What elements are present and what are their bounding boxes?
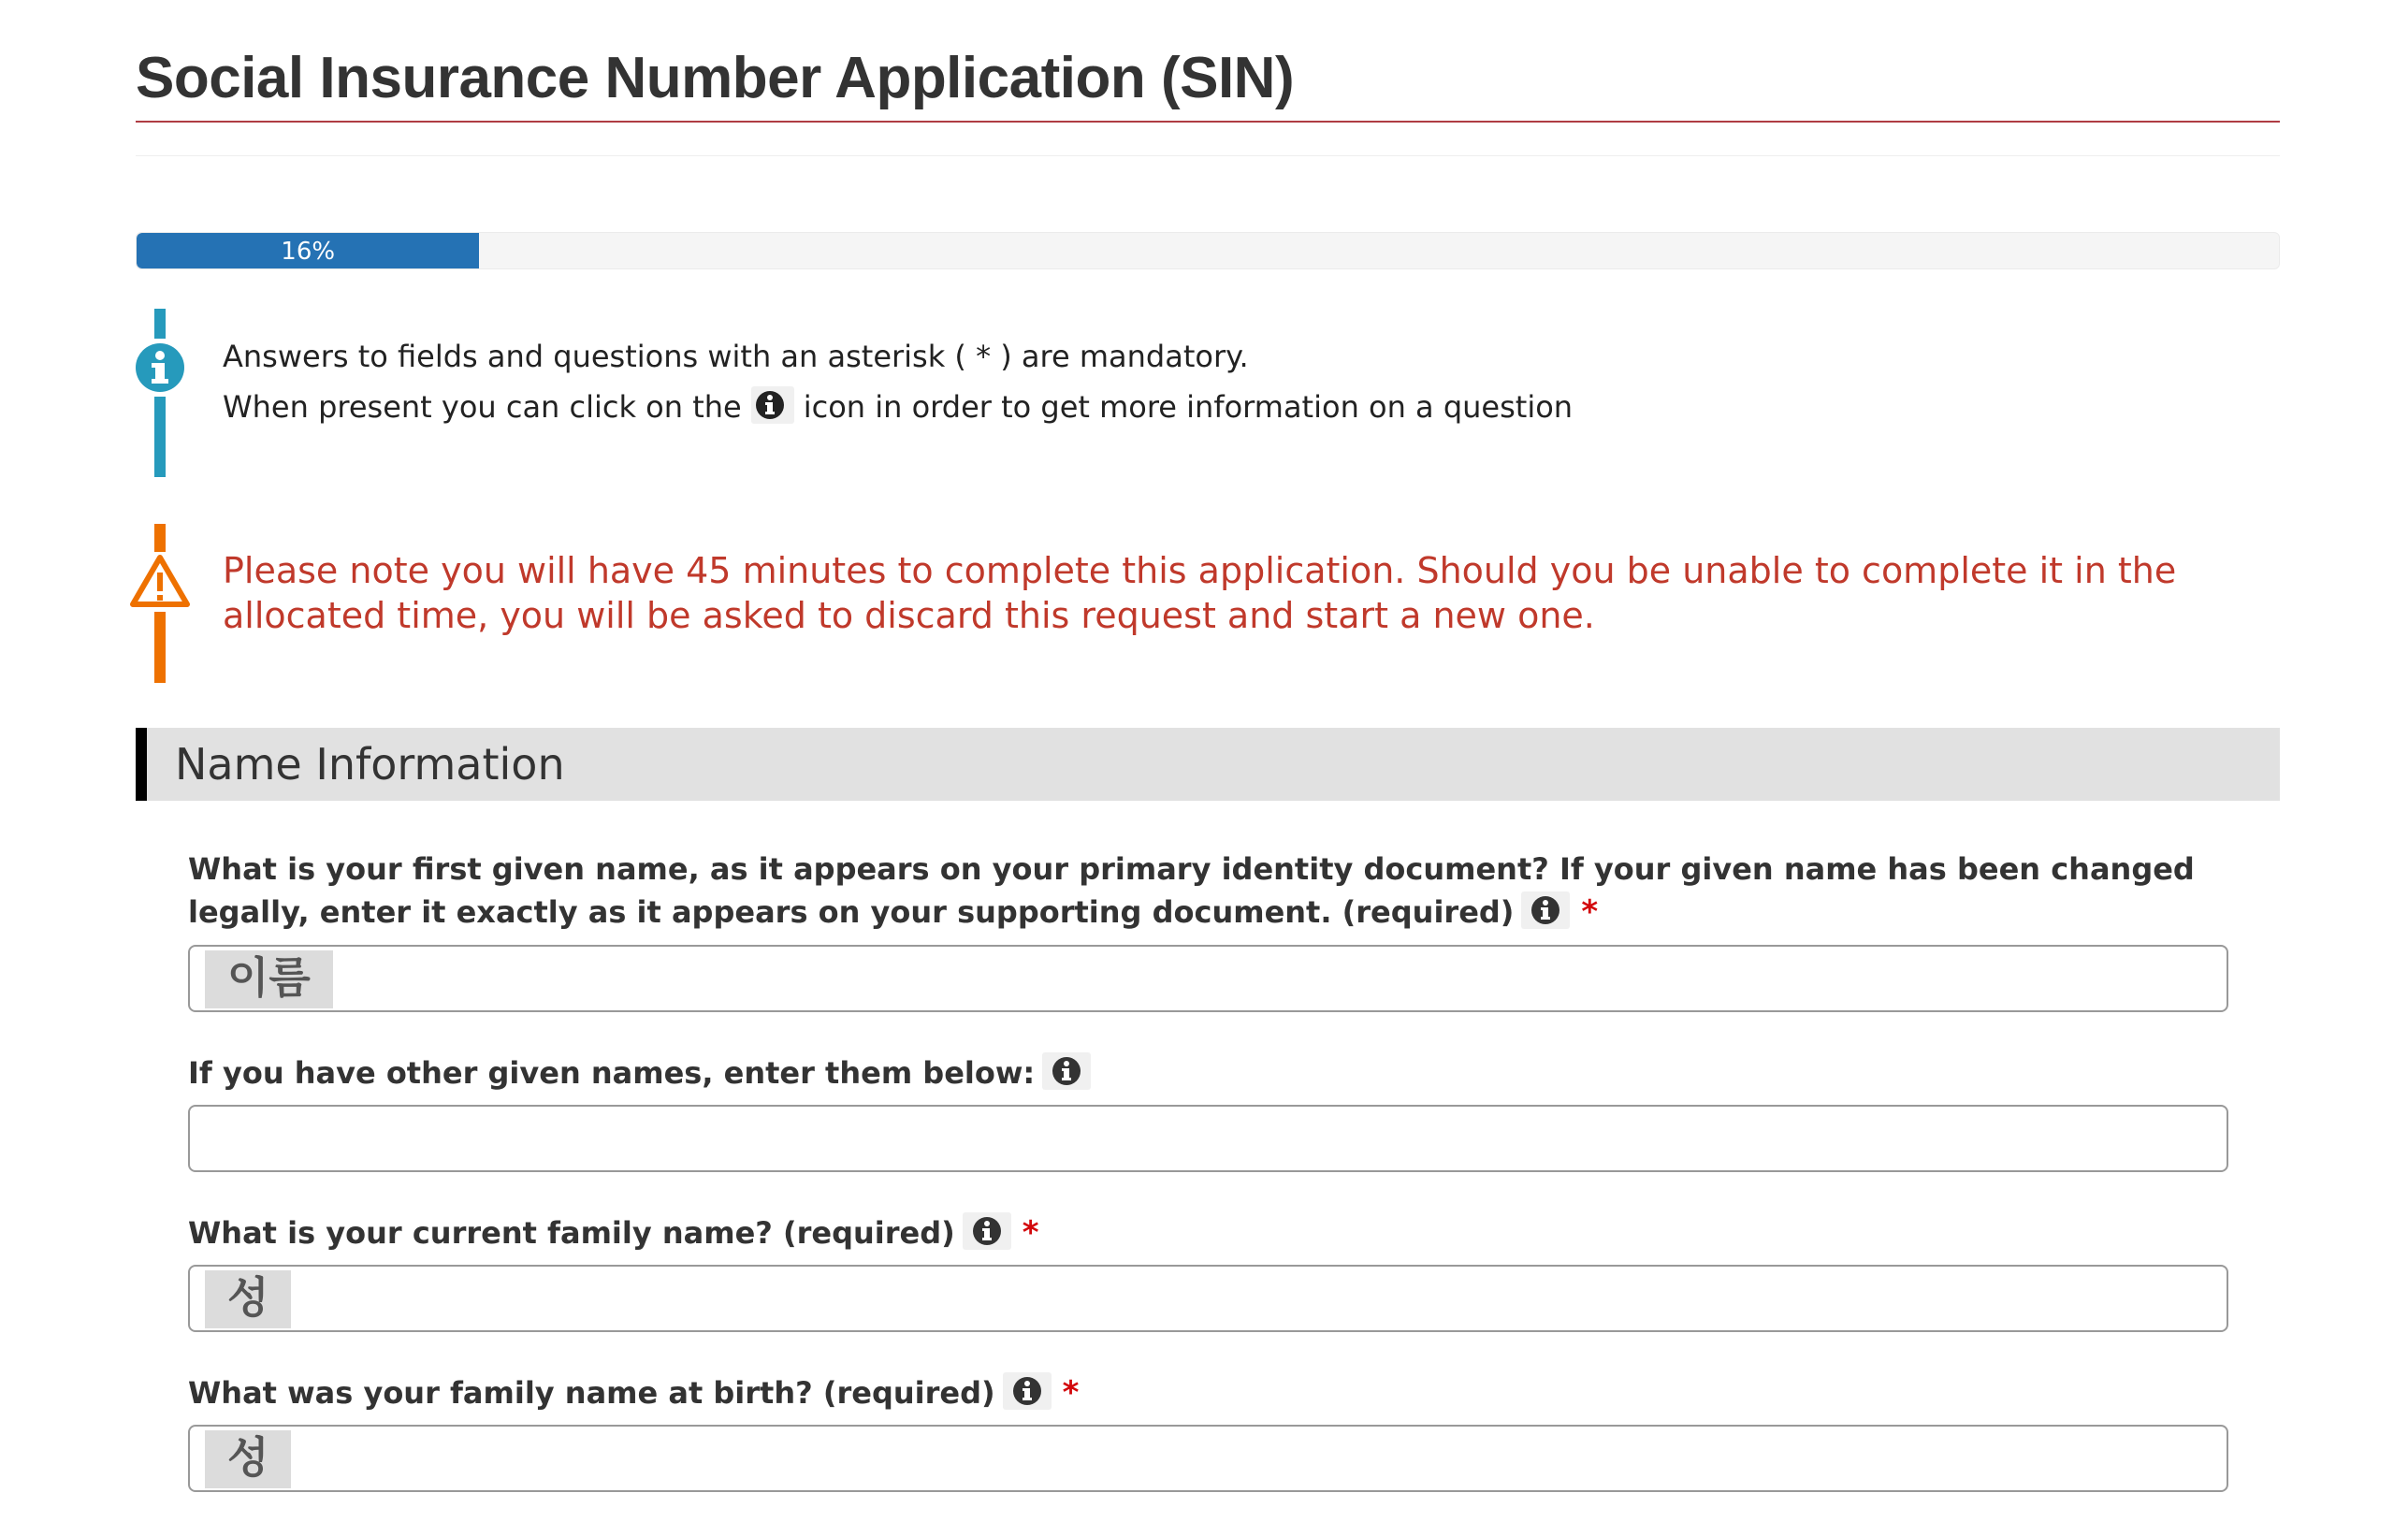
info-help-text — [223, 389, 1573, 428]
current-family-name-label: What is your current family name? (required) * — [188, 1214, 1039, 1252]
section-heading-name-information — [136, 728, 2280, 801]
info-icon[interactable] — [1042, 1052, 1091, 1090]
progress-label: 16% — [281, 238, 336, 266]
required-asterisk: * — [1022, 1214, 1039, 1252]
info-help-text-before: When present you can click on the — [223, 389, 742, 425]
input-value: 이름 — [205, 950, 333, 1008]
info-alert-bar-bottom — [154, 397, 166, 477]
info-sample-icon — [751, 386, 794, 424]
required-asterisk: * — [1062, 1374, 1080, 1412]
page-title: Social Insurance Number Application (SIN) — [136, 46, 1295, 110]
info-icon[interactable] — [1521, 891, 1570, 929]
section-heading-label: Name Information — [175, 739, 565, 790]
birth-family-name-label: What was your family name at birth? (required) * — [188, 1374, 1080, 1412]
first-given-name-label: What is your first given name, as it appears on your primary identity document? If your given name has been changed legally, enter it exactly as it appears on your supporting document. (required) * — [188, 851, 2195, 931]
input-value: 성 — [205, 1270, 291, 1328]
info-icon[interactable] — [1003, 1372, 1052, 1410]
warning-alert-bar-top — [154, 524, 166, 552]
other-given-names-label: If you have other given names, enter them below: — [188, 1051, 1091, 1094]
warning-alert-bar-bottom — [154, 612, 166, 683]
info-help-text-after: icon in order to get more information on a question — [803, 389, 1574, 425]
birth-family-name-input[interactable] — [188, 1425, 2228, 1492]
info-mandatory-text: Answers to fields and questions with an asterisk ( * ) are mandatory. — [223, 339, 1249, 374]
info-icon[interactable] — [963, 1212, 1011, 1250]
title-underline — [136, 121, 2280, 123]
warning-triangle-icon — [129, 554, 191, 608]
first-given-name-input[interactable] — [188, 945, 2228, 1012]
progress-bar — [136, 232, 2280, 269]
other-given-names-input[interactable] — [188, 1105, 2228, 1172]
info-circle-icon — [134, 341, 186, 394]
required-asterisk: * — [1581, 893, 1599, 931]
input-value: 성 — [205, 1430, 291, 1488]
divider — [136, 155, 2280, 156]
current-family-name-input[interactable] — [188, 1265, 2228, 1332]
info-alert-bar-top — [154, 309, 166, 339]
warning-time-limit-text: Please note you will have 45 minutes to complete this application. Should you be unable to complete it in the allocated time, you will be asked to discard this request and start a new one. — [223, 550, 2177, 636]
